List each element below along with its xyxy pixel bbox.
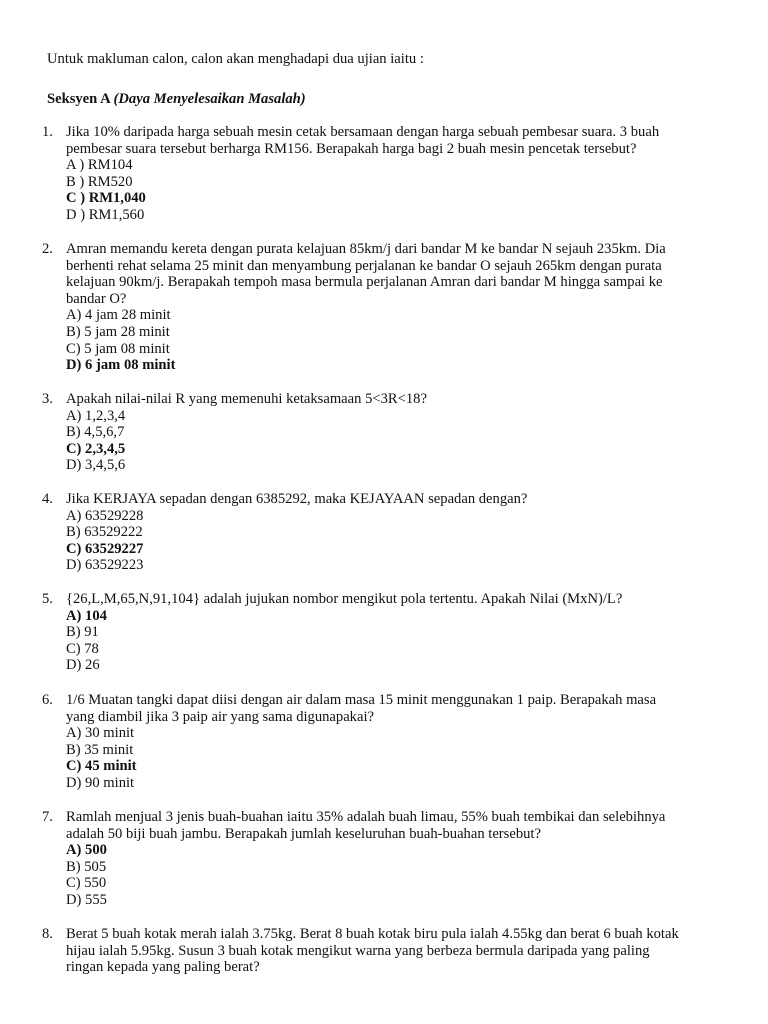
question-number: 6. bbox=[42, 692, 53, 708]
option-c-answer: C) 2,3,4,5 bbox=[66, 440, 126, 457]
option-d: D ) RM1,560 bbox=[66, 206, 145, 223]
question-7 bbox=[42, 809, 742, 909]
question-8 bbox=[42, 926, 742, 976]
option-a: A) 63529228 bbox=[66, 507, 144, 524]
question-6 bbox=[42, 692, 742, 792]
question-stem-line: yang diambil jika 3 paip air yang sama digunapakai? bbox=[66, 708, 374, 725]
question-3 bbox=[42, 391, 742, 474]
option-d-answer: D) 6 jam 08 minit bbox=[66, 357, 176, 374]
option-c-answer: C) 45 minit bbox=[66, 758, 137, 775]
question-stem-line: 1/6 Muatan tangki dapat diisi dengan air dalam masa 15 minit menggunakan 1 paip. Berapakah masa bbox=[66, 692, 657, 708]
question-number: 8. bbox=[42, 926, 53, 942]
option-a-answer: A) 104 bbox=[66, 607, 107, 624]
question-number: 1. bbox=[42, 124, 53, 140]
option-d: D) 63529223 bbox=[66, 557, 144, 574]
option-a-answer: A) 500 bbox=[66, 842, 107, 859]
option-b: B) 5 jam 28 minit bbox=[66, 323, 170, 340]
question-stem-line: adalah 50 biji buah jambu. Berapakah jumlah keseluruhan buah-buahan tersebut? bbox=[66, 825, 541, 842]
question-stem-line: ringan kepada yang paling berat? bbox=[66, 959, 260, 976]
option-c: C) 5 jam 08 minit bbox=[66, 340, 170, 357]
question-4 bbox=[42, 491, 742, 574]
question-stem-line: Apakah nilai-nilai R yang memenuhi ketaksamaan 5<3R<18? bbox=[66, 391, 427, 407]
question-stem-line: {26,L,M,65,N,91,104} adalah jujukan nombor mengikut pola tertentu. Apakah Nilai (MxN)/L? bbox=[66, 591, 623, 607]
option-b: B) 505 bbox=[66, 858, 107, 875]
option-d: D) 90 minit bbox=[66, 774, 135, 791]
question-number: 2. bbox=[42, 241, 53, 257]
option-b: B) 91 bbox=[66, 624, 99, 641]
option-a: A) 4 jam 28 minit bbox=[66, 307, 171, 324]
option-d: D) 26 bbox=[66, 657, 100, 674]
question-stem-line: Berat 5 buah kotak merah ialah 3.75kg. Berat 8 buah kotak biru pula ialah 4.55kg dan berat 6 buah kotak bbox=[66, 926, 679, 942]
section-subtitle: (Daya Menyelesaikan Masalah) bbox=[113, 91, 306, 107]
option-b: B) 63529222 bbox=[66, 524, 143, 541]
question-stem-line: bandar O? bbox=[66, 290, 127, 307]
question-number: 4. bbox=[42, 491, 53, 507]
option-c: C) 550 bbox=[66, 875, 107, 892]
section-heading bbox=[47, 91, 306, 108]
question-stem-line: berhenti rehat selama 25 minit dan menyambung perjalanan ke bandar O sejauh 265km dengan purata bbox=[66, 257, 662, 274]
option-d: D) 3,4,5,6 bbox=[66, 457, 126, 474]
option-b: B) 4,5,6,7 bbox=[66, 424, 125, 441]
question-stem-line: pembesar suara tersebut berharga RM156. Berapakah harga bagi 2 buah mesin pencetak tersebut? bbox=[66, 140, 637, 157]
question-5 bbox=[42, 591, 742, 674]
question-number: 3. bbox=[42, 391, 53, 407]
question-stem-line: kelajuan 90km/j. Berapakah tempoh masa bermula perjalanan Amran dari bandar M hingga sampai ke bbox=[66, 274, 663, 291]
question-1 bbox=[42, 124, 742, 224]
question-stem-line: Amran memandu kereta dengan purata kelajuan 85km/j dari bandar M ke bandar N sejauh 235km. Dia bbox=[66, 241, 666, 257]
option-d: D) 555 bbox=[66, 891, 107, 908]
option-c-answer: C ) RM1,040 bbox=[66, 190, 146, 207]
option-a: A ) RM104 bbox=[66, 157, 133, 174]
question-number: 5. bbox=[42, 591, 53, 607]
section-title: Seksyen A bbox=[47, 91, 114, 107]
question-stem-line: hijau ialah 5.95kg. Susun 3 buah kotak mengikut warna yang berbeza bermula daripada yang paling bbox=[66, 942, 650, 959]
question-stem-line: Ramlah menjual 3 jenis buah-buahan iaitu 35% adalah buah limau, 55% buah tembikai dan selebihnya bbox=[66, 809, 666, 825]
option-b: B ) RM520 bbox=[66, 173, 133, 190]
intro-text: Untuk makluman calon, calon akan menghadapi dua ujian iaitu : bbox=[47, 51, 424, 67]
question-stem-line: Jika KERJAYA sepadan dengan 6385292, maka KEJAYAAN sepadan dengan? bbox=[66, 491, 528, 507]
option-a: A) 1,2,3,4 bbox=[66, 407, 126, 424]
option-c-answer: C) 63529227 bbox=[66, 540, 144, 557]
question-number: 7. bbox=[42, 809, 53, 825]
question-2 bbox=[42, 241, 742, 374]
option-c: C) 78 bbox=[66, 640, 99, 657]
option-b: B) 35 minit bbox=[66, 741, 134, 758]
option-a: A) 30 minit bbox=[66, 725, 135, 742]
question-stem-line: Jika 10% daripada harga sebuah mesin cetak bersamaan dengan harga sebuah pembesar suara. 3 buah bbox=[66, 124, 660, 140]
